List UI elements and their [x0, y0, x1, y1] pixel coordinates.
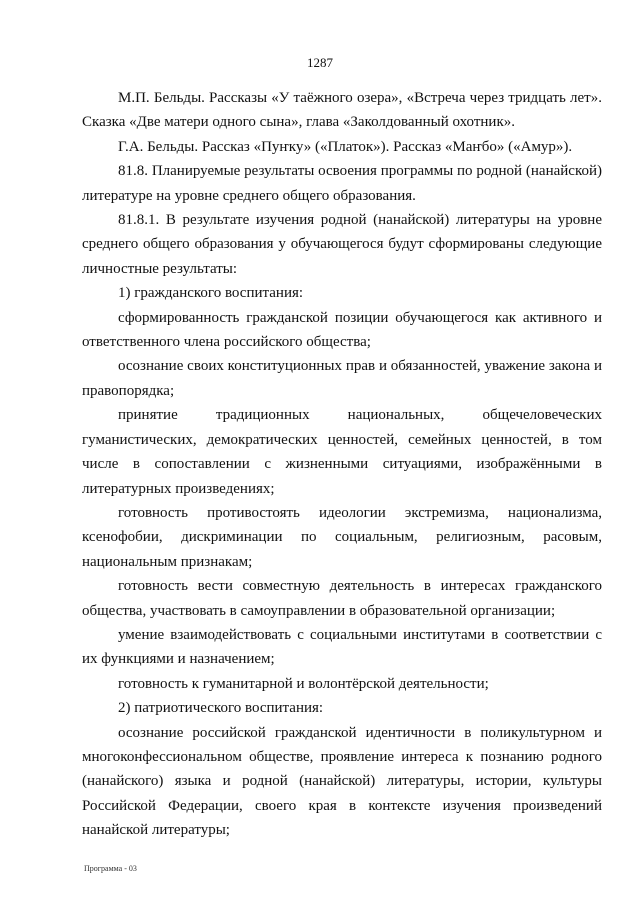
paragraph: сформированность гражданской позиции обучающегося как активного и ответственного члена российского общества;	[82, 309, 602, 351]
document-body	[82, 86, 602, 843]
section-heading: 1) гражданского воспитания:	[118, 285, 304, 302]
paragraph: Г.А. Бельды. Рассказ «Пуҥку» («Платок»). Рассказ «Маҥбо» («Амур»).	[118, 138, 573, 155]
paragraph: умение взаимодействовать с социальными институтами в соответствии с их функциями и назначением;	[82, 626, 602, 668]
paragraph: 81.8.1. В результате изучения родной (нанайской) литературы на уровне среднего общего образования у обучающегося будут сформированы следующие личностные результаты:	[82, 212, 602, 277]
paragraph: осознание своих конституционных прав и обязанностей, уважение закона и правопорядка;	[82, 358, 602, 399]
paragraph: М.П. Бельды. Рассказы «У таёжного озера», «Встреча через тридцать лет». Сказка «Две матери одного сына», глава «Заколдованный охотник».	[82, 90, 602, 131]
paragraph: готовность вести совместную деятельность в интересах гражданского общества, участвовать в самоуправлении в образовательной организации;	[82, 578, 602, 619]
paragraph: готовность противостоять идеологии экстремизма, национализма, ксенофобии, дискриминации по социальным, религиозным, расовым, национальным признакам;	[82, 504, 602, 570]
paragraph: осознание российской гражданской идентичности в поликультурном и многоконфессиональном обществе, проявление интереса к познанию родного (нанайского) языка и родной (нанайской) литературы, истории, культуры Российской Федерации, своего края в контексте изучения произведений нанайской литературы;	[82, 724, 602, 839]
section-heading: 2) патриотического воспитания:	[118, 700, 324, 717]
page-footer: Программа - 03	[84, 864, 137, 873]
page-number: 1287	[307, 55, 333, 70]
paragraph: принятие традиционных национальных, общечеловеческих гуманистических, демократических ценностей, семейных ценностей, в том числе в сопоставлении с жизненными ситуациями, изображёнными в литературных произведениях;	[82, 407, 602, 497]
paragraph: 81.8. Планируемые результаты освоения программы по родной (нанайской) литературе на уровне среднего общего образования.	[82, 163, 602, 204]
paragraph: готовность к гуманитарной и волонтёрской деятельности;	[118, 675, 489, 692]
